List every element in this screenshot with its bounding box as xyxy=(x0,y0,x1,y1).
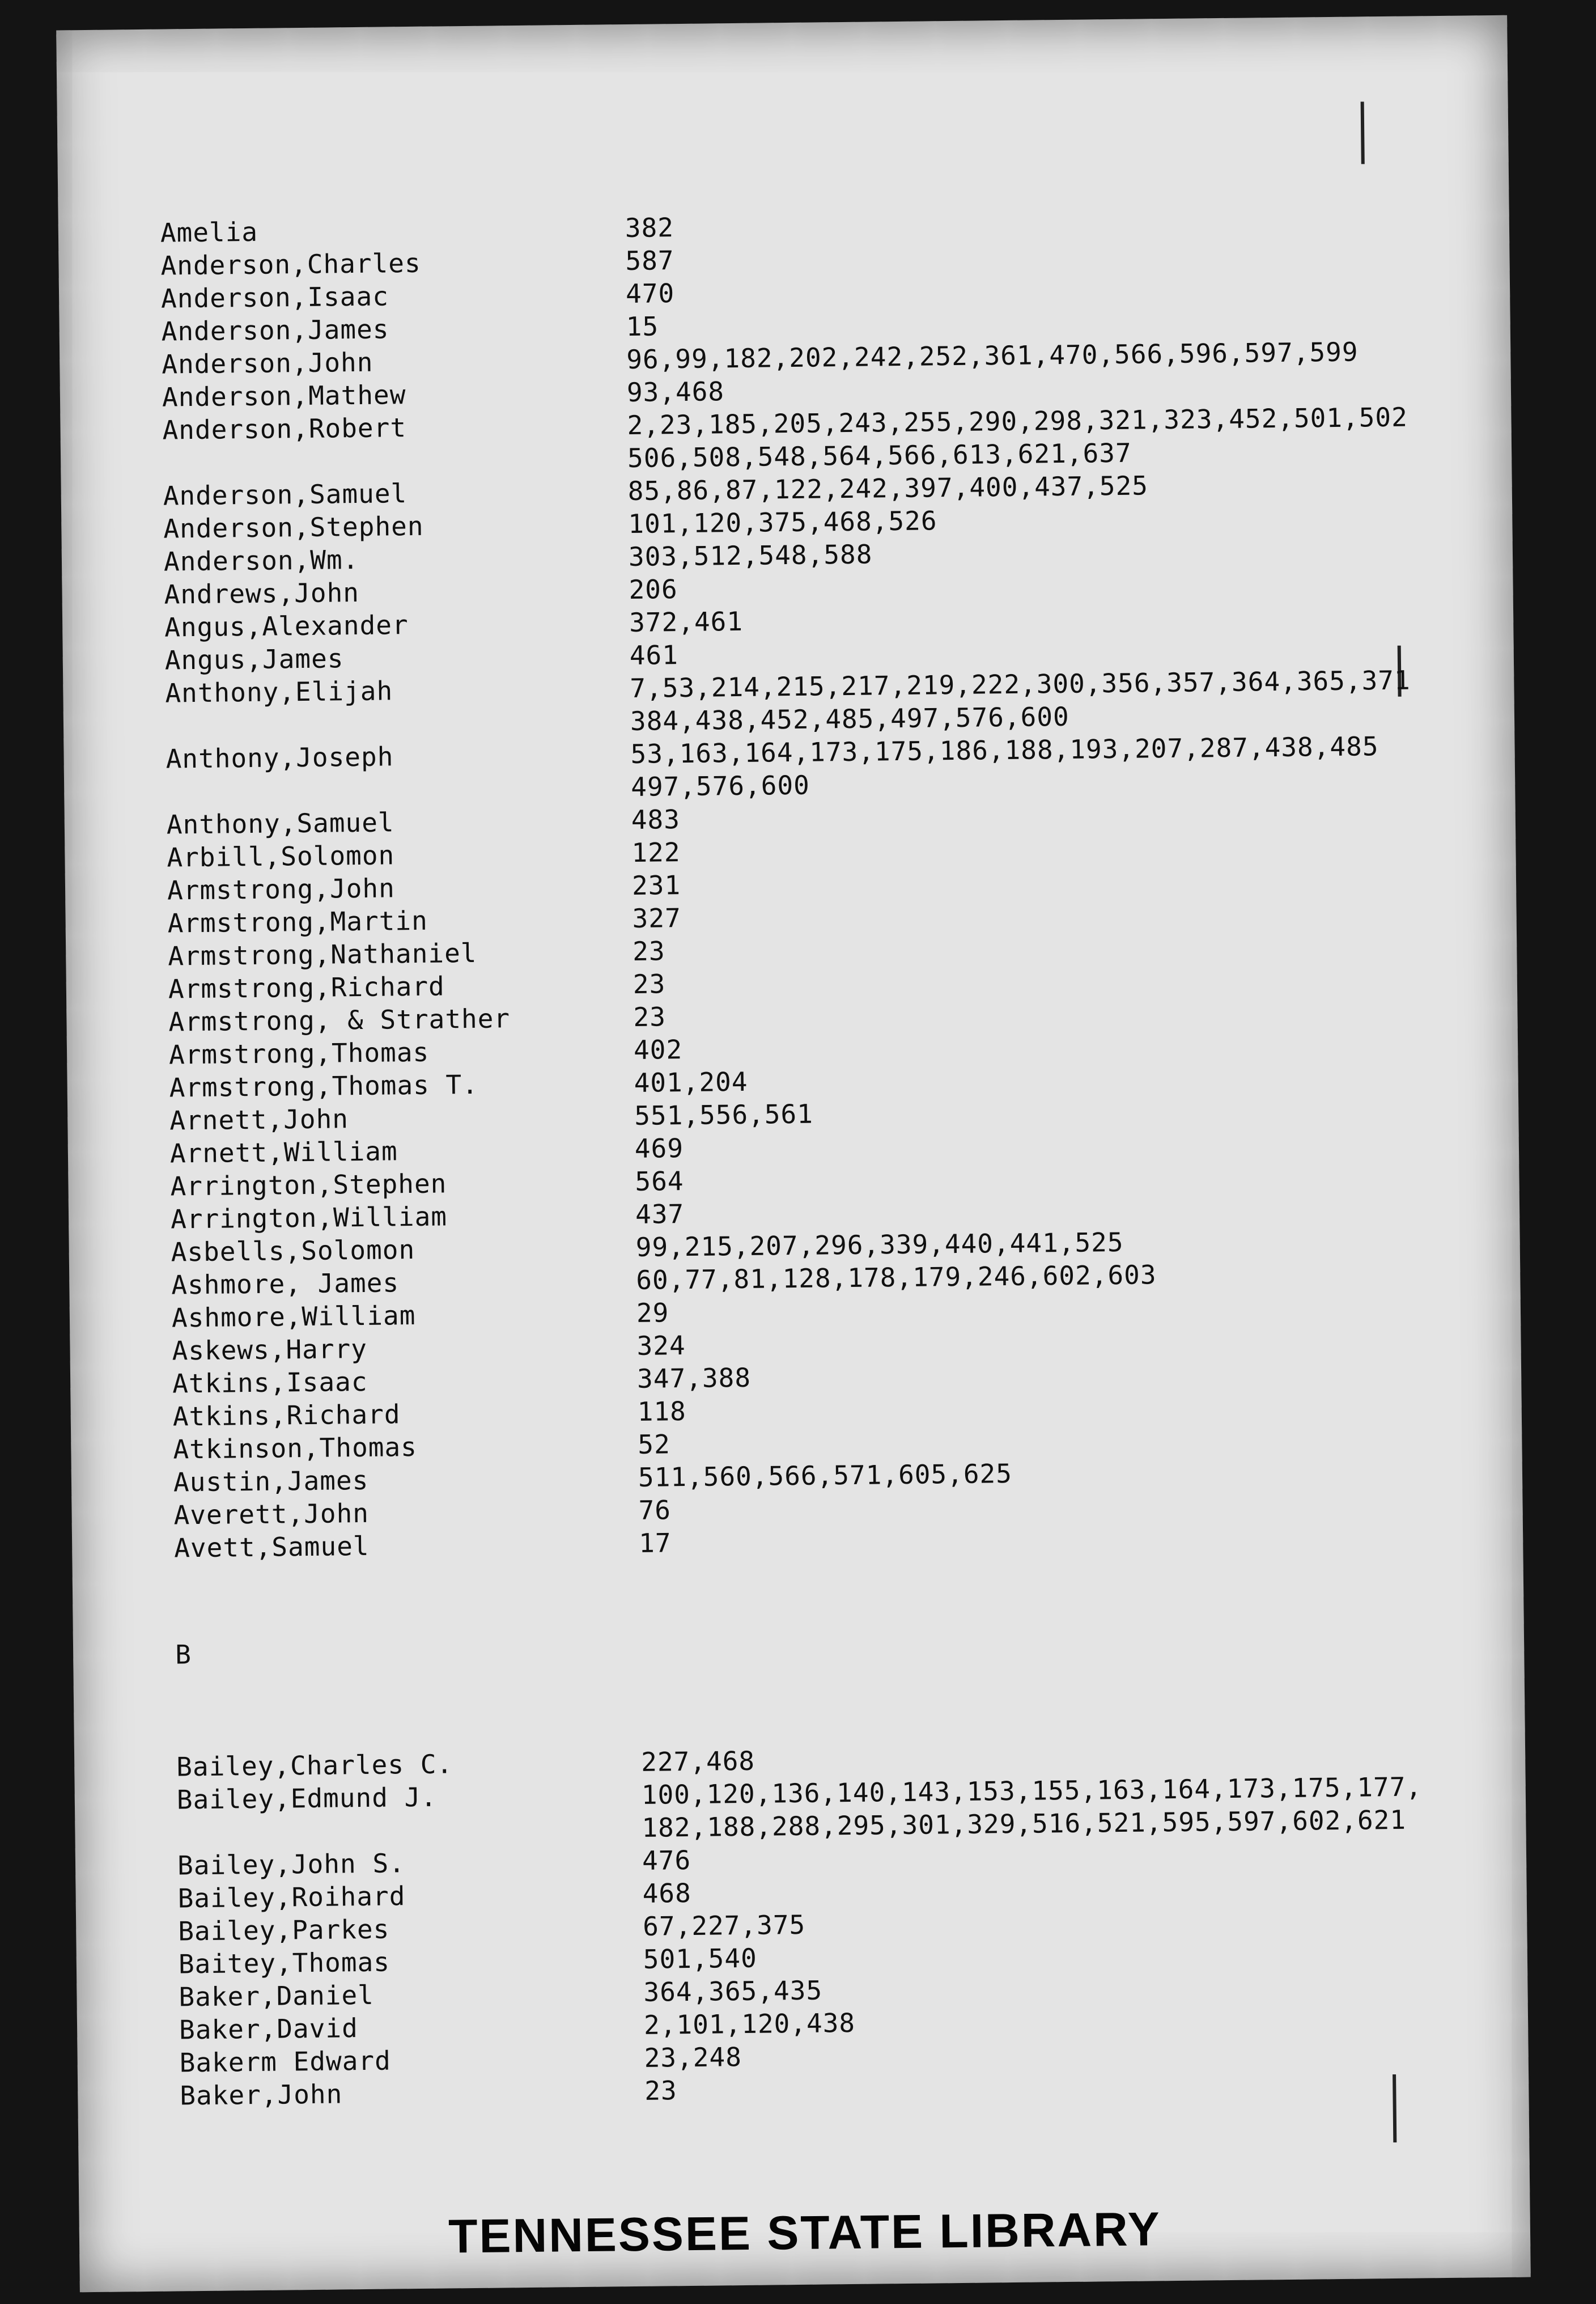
entry-name: Baker,David xyxy=(179,2013,359,2045)
entry-name: Bailey,Parkes xyxy=(178,1913,390,1947)
entry-name: Bailey,Roihard xyxy=(177,1881,406,1914)
entry-name: Arrington,Stephen xyxy=(170,1168,447,1202)
entry-pages: 227,468 xyxy=(640,1745,755,1777)
entry-pages: 85,86,87,122,242,397,400,437,525 xyxy=(627,470,1149,506)
entry-name: Anthony,Joseph xyxy=(165,741,394,774)
entry-name: Angus,James xyxy=(164,643,344,676)
entry-name: Arrington,William xyxy=(170,1201,448,1235)
entry-pages: 99,215,207,296,339,440,441,525 xyxy=(635,1226,1124,1263)
entry-name: Armstrong,Thomas xyxy=(168,1036,430,1070)
library-stamp: TENNESSEE STATE LIBRARY xyxy=(448,2202,1162,2263)
entry-name: Andrews,John xyxy=(164,577,360,610)
entry-pages: 364,365,435 xyxy=(643,1975,823,2007)
entry-pages: 60,77,81,128,178,179,246,602,603 xyxy=(636,1259,1157,1295)
entry-name: Armstrong,Thomas T. xyxy=(169,1069,479,1103)
entry-pages: 347,388 xyxy=(636,1362,752,1394)
entry-pages: 551,556,561 xyxy=(634,1098,814,1131)
entry-name: Anderson,Robert xyxy=(162,412,407,446)
entry-name: Arbill,Solomon xyxy=(167,840,395,873)
entry-name: Armstrong,Nathaniel xyxy=(168,937,477,972)
entry-name: Bailey,John S. xyxy=(177,1848,406,1881)
entry-name: Anderson,Mathew xyxy=(162,379,406,413)
entry-name: Armstrong,Martin xyxy=(167,905,428,939)
entry-pages: 382 xyxy=(625,212,674,244)
entry-name: Baker,Daniel xyxy=(179,1979,375,2013)
entry-pages: 23 xyxy=(633,968,666,999)
entry-pages: 327 xyxy=(632,903,682,934)
entry-pages: 23 xyxy=(633,1001,667,1032)
entry-name: Anderson,John xyxy=(162,346,373,380)
section-letter-b: B xyxy=(175,1639,192,1670)
entry-pages: 7,53,214,215,217,219,222,300,356,357,364,365,371 384,438,452,485,497,576,600 xyxy=(630,664,1411,736)
index-section-a xyxy=(160,203,1450,1564)
entry-pages: 437 xyxy=(635,1198,685,1230)
entry-pages: 52 xyxy=(638,1429,671,1460)
entry-name: Angus,Alexander xyxy=(164,609,409,643)
entry-pages: 564 xyxy=(635,1166,684,1197)
entry-name: Anthony,Samuel xyxy=(166,807,394,840)
entry-pages: 402 xyxy=(633,1034,683,1065)
entry-name: Askews,Harry xyxy=(172,1333,368,1366)
entry-pages: 53,163,164,173,175,186,188,193,207,287,438,485 497,576,600 xyxy=(630,731,1379,802)
entry-name: Ashmore,William xyxy=(171,1299,416,1333)
entry-name: Avett,Samuel xyxy=(173,1530,370,1564)
entry-name: Armstrong,John xyxy=(167,873,396,906)
entry-pages: 470 xyxy=(625,278,675,310)
entry-pages: 76 xyxy=(638,1494,672,1526)
entry-pages: 303,512,548,588 xyxy=(628,539,873,572)
entry-pages: 587 xyxy=(625,245,674,277)
entry-name: Anderson,Isaac xyxy=(160,281,389,314)
entry-name: Asbells,Solomon xyxy=(171,1234,415,1268)
entry-pages: 468 xyxy=(642,1877,692,1909)
entry-pages: 23,248 xyxy=(644,2042,742,2073)
entry-pages: 100,120,136,140,143,153,155,163,164,173,175,177, 182,188,288,295,301,329,516,521,595,597,602,621 xyxy=(641,1771,1423,1843)
document-page xyxy=(56,15,1531,2293)
entry-pages: 461 xyxy=(629,639,679,671)
entry-pages: 122 xyxy=(631,837,681,868)
entry-pages: 511,560,566,571,605,625 xyxy=(638,1458,1013,1493)
entry-pages: 118 xyxy=(637,1396,687,1427)
entry-pages: 23 xyxy=(644,2075,677,2106)
entry-name: Arnett,William xyxy=(169,1136,398,1169)
entry-name: Baker,John xyxy=(180,2078,343,2111)
entry-pages: 231 xyxy=(631,870,681,901)
entry-pages: 93,468 xyxy=(626,376,725,408)
entry-pages: 17 xyxy=(638,1527,672,1558)
entry-name: Bakerm Edward xyxy=(179,2045,392,2078)
entry-pages: 29 xyxy=(636,1297,669,1328)
entry-name: Austin,James xyxy=(173,1464,369,1498)
entry-name: Atkins,Isaac xyxy=(172,1366,368,1399)
entry-pages: 206 xyxy=(629,574,678,605)
entry-name: Ashmore, James xyxy=(171,1267,400,1301)
entry-name: Arnett,John xyxy=(169,1103,349,1136)
entry-pages: 324 xyxy=(636,1330,686,1361)
entry-name: Anderson,Samuel xyxy=(163,478,408,511)
entry-pages: 2,101,120,438 xyxy=(643,2007,856,2040)
entry-pages: 67,227,375 xyxy=(642,1909,806,1942)
entry-name: Anderson,Stephen xyxy=(163,510,424,544)
entry-name: Atkins,Richard xyxy=(172,1399,401,1432)
entry-name: Baitey,Thomas xyxy=(178,1946,390,1980)
entry-name: Averett,John xyxy=(173,1497,370,1531)
entry-pages: 469 xyxy=(634,1133,684,1164)
entry-name: Atkinson,Thomas xyxy=(173,1431,418,1465)
entry-pages: 483 xyxy=(631,804,681,835)
entry-pages: 23 xyxy=(632,935,665,967)
entry-name: Amelia xyxy=(160,216,258,248)
entry-name: Armstrong,Richard xyxy=(168,971,445,1005)
entry-pages: 401,204 xyxy=(634,1066,748,1098)
name-index xyxy=(160,203,1455,2112)
entry-pages: 96,99,182,202,242,252,361,470,566,596,597,599 xyxy=(626,336,1359,375)
index-section-b xyxy=(176,1737,1455,2112)
margin-mark xyxy=(1361,101,1365,164)
entry-name: Anderson,Wm. xyxy=(163,544,359,577)
entry-name: Bailey,Charles C. xyxy=(176,1748,453,1782)
entry-pages: 101,120,375,468,526 xyxy=(628,505,937,539)
entry-name: Anderson,James xyxy=(161,314,389,347)
entry-pages: 501,540 xyxy=(643,1942,758,1975)
entry-name: Anderson,Charles xyxy=(160,247,421,281)
entry-name: Anthony,Elijah xyxy=(165,675,393,709)
entry-pages: 476 xyxy=(642,1844,691,1876)
entry-pages: 372,461 xyxy=(629,605,744,638)
entry-name: Bailey,Edmund J. xyxy=(176,1781,438,1815)
entry-pages: 2,23,185,205,243,255,290,298,321,323,452,501,502 506,508,548,564,566,613,621,637 xyxy=(627,401,1408,473)
entry-pages: 15 xyxy=(626,311,659,342)
entry-name: Armstrong, & Strather xyxy=(168,1003,511,1037)
